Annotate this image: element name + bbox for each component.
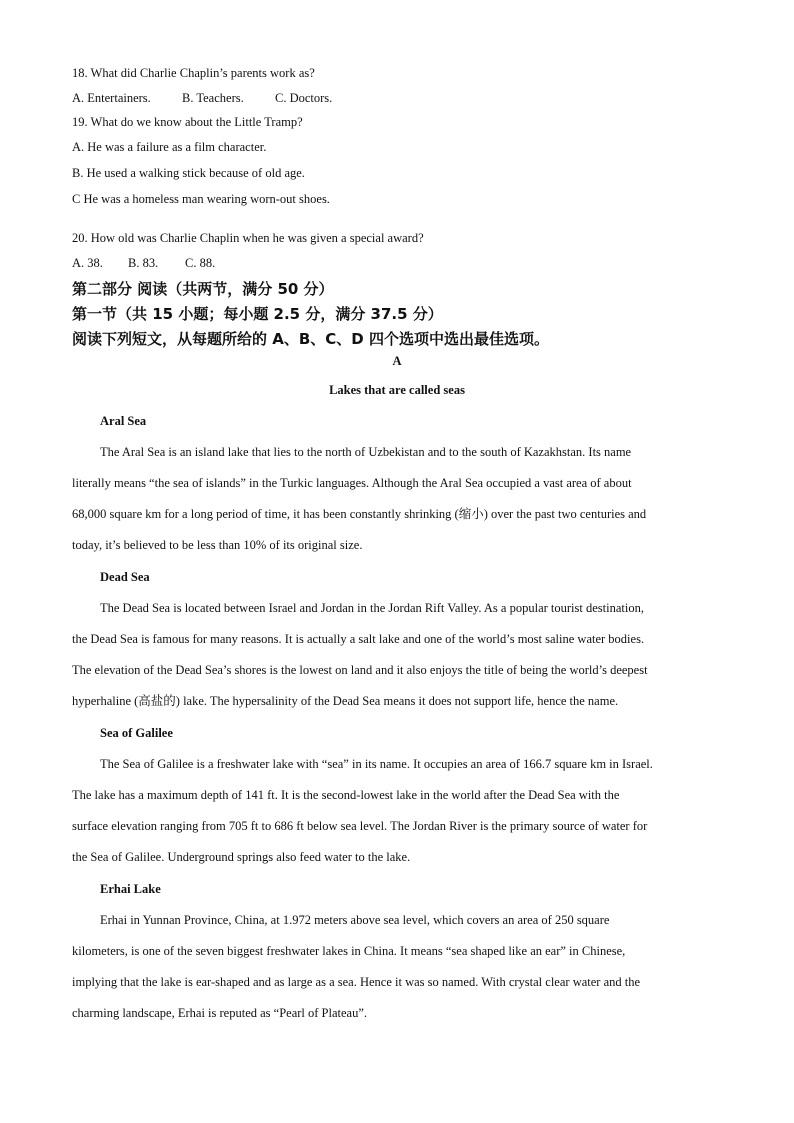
paragraph-line: surface elevation ranging from 705 ft to 686 ft below sea level. The Jordan River is the primary source of water for	[72, 819, 648, 833]
instruction: 阅读下列短文，从每题所给的 A、B、C、D 四个选项中选出最佳选项。	[72, 330, 549, 348]
section-heading-dead-sea: Dead Sea	[100, 570, 150, 584]
paragraph-line: literally means “the sea of islands” in the Turkic languages. Although the Aral Sea occupied a vast area of about	[72, 476, 632, 490]
paragraph-line: 68,000 square km for a long period of time, it has been constantly shrinking (缩小) over the past two centuries and	[72, 507, 647, 521]
paragraph-line: hyperhaline (高盐的) lake. The hypersalinity of the Dead Sea means it does not support life, hence the name.	[72, 694, 619, 708]
question-19-option-c: C He was a homeless man wearing worn-out shoes.	[72, 192, 330, 206]
option-b: B. Teachers.	[182, 91, 244, 105]
option-b: B. 83.	[128, 256, 159, 270]
option-a: A. Entertainers.	[72, 91, 151, 105]
paragraph-aral-sea	[72, 437, 722, 561]
question-18-stem: 18. What did Charlie Chaplin’s parents work as?	[72, 66, 315, 80]
question-19-option-a: A. He was a failure as a film character.	[72, 140, 267, 154]
paragraph-line: the Dead Sea is famous for many reasons. It is actually a salt lake and one of the world’s most saline water bodies.	[72, 632, 645, 646]
question-19-stem: 19. What do we know about the Little Tramp?	[72, 115, 303, 129]
paragraph-line: kilometers, is one of the seven biggest freshwater lakes in China. It means “sea shaped like an ear” in Chinese,	[72, 944, 626, 958]
option-a: A. 38.	[72, 256, 103, 270]
passage-letter: A	[392, 354, 402, 368]
paragraph-line: The elevation of the Dead Sea’s shores is the lowest on land and it also enjoys the title of being the world’s deepest	[72, 663, 648, 677]
paragraph-line: implying that the lake is ear-shaped and as large as a sea. Hence it was so named. With crystal clear water and the	[72, 975, 641, 989]
paragraph-dead-sea	[72, 593, 722, 717]
section-heading-erhai-lake: Erhai Lake	[100, 882, 161, 896]
paragraph-line: The Dead Sea is located between Israel and Jordan in the Jordan Rift Valley. As a popular tourist destination,	[100, 601, 644, 615]
section-heading-aral-sea: Aral Sea	[100, 414, 147, 428]
paragraph-erhai-lake	[72, 905, 722, 1029]
question-18-options	[72, 91, 332, 106]
paragraph-line: The lake has a maximum depth of 141 ft. It is the second-lowest lake in the world after the Dead Sea with the	[72, 788, 620, 802]
part-heading: 第二部分 阅读（共两节，满分 50 分）	[72, 280, 334, 298]
section-heading-sea-of-galilee: Sea of Galilee	[100, 726, 173, 740]
passage-title: Lakes that are called seas	[329, 383, 465, 397]
paragraph-line: The Aral Sea is an island lake that lies to the north of Uzbekistan and to the south of Kazakhstan. Its name	[100, 445, 632, 459]
question-20-options	[72, 256, 215, 271]
paragraph-line: The Sea of Galilee is a freshwater lake with “sea” in its name. It occupies an area of 166.7 square km in Israel.	[100, 757, 653, 771]
paragraph-line: charming landscape, Erhai is reputed as “Pearl of Plateau”.	[72, 1006, 368, 1020]
paragraph-line: today, it’s believed to be less than 10% of its original size.	[72, 538, 363, 552]
paragraph-line: the Sea of Galilee. Underground springs also feed water to the lake.	[72, 850, 411, 864]
option-c: C. 88.	[185, 256, 216, 270]
option-c: C. Doctors.	[275, 91, 333, 105]
question-19-option-b: B. He used a walking stick because of old age.	[72, 166, 305, 180]
question-20-stem: 20. How old was Charlie Chaplin when he was given a special award?	[72, 231, 424, 245]
paragraph-sea-of-galilee	[72, 749, 722, 873]
paragraph-line: Erhai in Yunnan Province, China, at 1.972 meters above sea level, which covers an area of 250 square	[100, 913, 610, 927]
section-heading: 第一节（共 15 小题；每小题 2.5 分，满分 37.5 分）	[72, 305, 443, 323]
